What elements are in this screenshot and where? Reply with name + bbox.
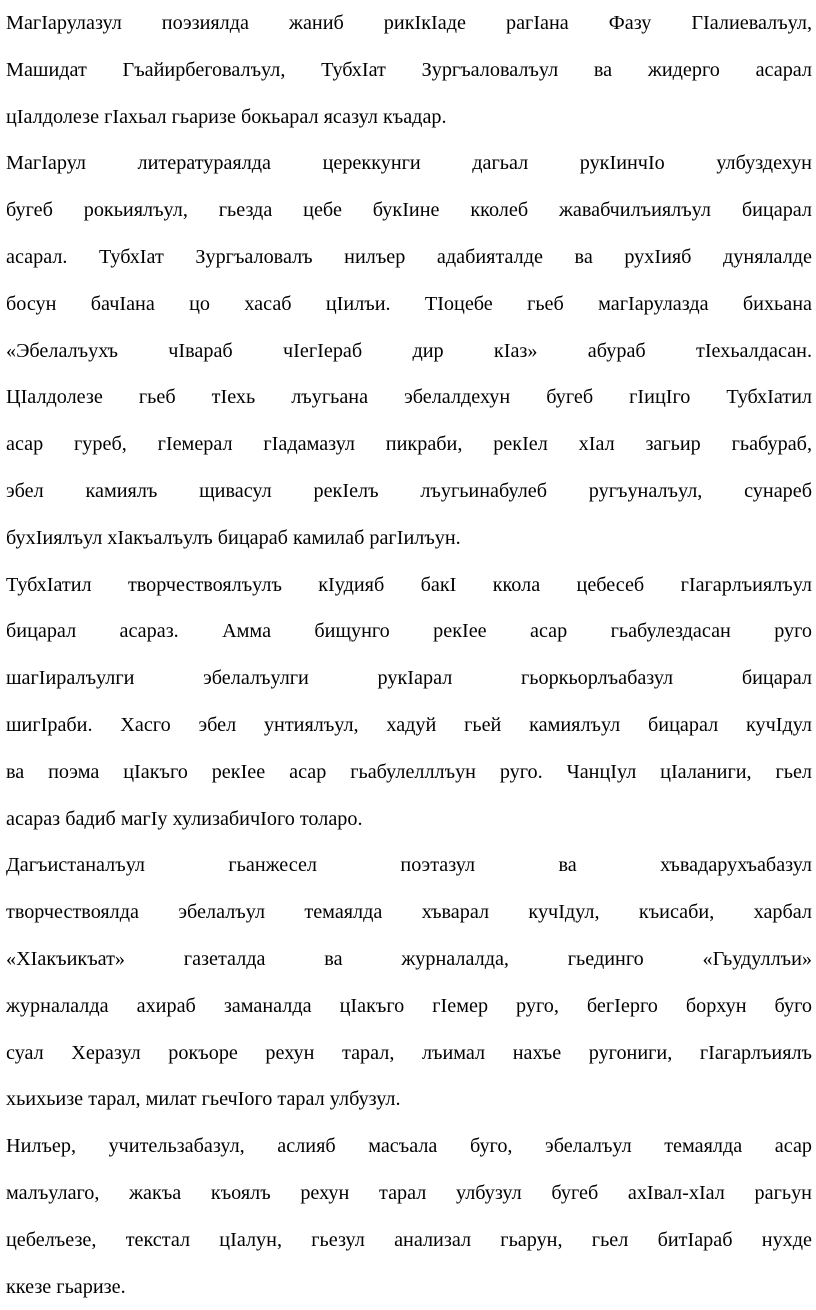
text-line: журналалда ахираб заманалда цIакъго гIемер руго, бегIерго борхун буго <box>6 994 812 1017</box>
paragraph-3 <box>6 562 812 843</box>
text-line: Дагъистаналъул гьанжесел поэтазул ва хъвадарухъабазул <box>6 854 812 877</box>
text-line: хьихьизе тарал, милат гьечIого тарал улбузул. <box>6 1088 401 1111</box>
text-line: бицарал асараз. Амма бищунго рекIее асар гьабулездасан руго <box>6 620 812 643</box>
text-line: Машидат Гъайирбеговалъул, ТубхIат Зургъаловалъул ва жидерго асарал <box>6 58 812 81</box>
text-line: шигIраби. Хасго эбел унтиялъул, хадуй гьей камиялъул бицарал кучIдул <box>6 713 812 736</box>
text-line: малъулаго, жакъа къоялъ рехун тарал улбузул бугеб ахIвал-хIал рагьун <box>6 1181 812 1204</box>
text-line: босун бачIана цо хасаб цIилъи. ТIоцебе гьеб магIарулазда бихьана <box>6 292 812 315</box>
text-line: асар гуреб, гIемерал гIадамазул пикраби, рекIел хIал загьир гьабураб, <box>6 433 812 456</box>
text-line: асарал. ТубхIат Зургъаловалъ нилъер адабияталде ва рухIияб дунялалде <box>6 245 812 268</box>
text-line: бугеб рокьиялъул, гьезда цебе букIине кколеб жавабчилъиялъул бицарал <box>6 199 812 222</box>
paragraph-1 <box>6 0 812 140</box>
text-line: бухIиялъул хIакъалъулъ бицараб камилаб рагIилъун. <box>6 526 461 549</box>
text-line: шагIиралъулги эбелалъулги рукIарал гьоркьорлъабазул бицарал <box>6 667 812 690</box>
document-page <box>6 0 812 1297</box>
text-line: цебелъезе, текстал цIалун, гьезул анализал гьарун, гьел битIараб нухде <box>6 1228 812 1251</box>
text-line: эбел камиялъ щивасул рекIелъ лъугьинабулеб ругъуналъул, сунареб <box>6 479 812 502</box>
text-line: ва поэма цIакъго рекIее асар гьабулелллъун руго. ЧанцIул цIаланиги, гьел <box>6 760 812 783</box>
paragraph-5 <box>6 1123 812 1310</box>
text-line: Нилъер, учительзабазул, аслияб масъала буго, эбелалъул темаялда асар <box>6 1135 812 1158</box>
text-line: ЦIалдолезе гьеб тIехь лъугьана эбелалдехун бугеб гIицIго ТубхIатил <box>6 386 812 409</box>
text-line: суал Херазул рокъоре рехун тарал, лъимал нахъе ругониги, гIагарлъиялъ <box>6 1041 812 1064</box>
text-line: «ХIакъикъат» газеталда ва журналалда, гьединго «Гьудуллъи» <box>6 947 812 970</box>
text-line: асараз бадиб магIу хулизабичIого толаро. <box>6 807 363 830</box>
paragraph-4 <box>6 842 812 1123</box>
text-line: «Эбелалъухъ чIвараб чIегIераб дир кIаз» абураб тIехьалдасан. <box>6 339 812 362</box>
text-line: творчествоялда эбелалъул темаялда хъварал кучIдул, къисаби, харбал <box>6 901 812 924</box>
text-line: МагIарул литератураялда цереккунги дагьал рукIинчIо улбуздехун <box>6 152 812 175</box>
text-line: цIалдолезе гIахьал гьаризе бокьарал ясазул къадар. <box>6 105 447 128</box>
text-line: МагIарулазул поэзиялда жаниб рикIкIаде рагIана Фазу ГIалиевалъул, <box>6 12 812 34</box>
text-line: ккезе гьаризе. <box>6 1275 126 1298</box>
paragraph-2 <box>6 140 812 561</box>
text-line: ТубхIатил творчествоялъулъ кIудияб бакI ккола цебесеб гIагарлъиялъул <box>6 573 812 596</box>
